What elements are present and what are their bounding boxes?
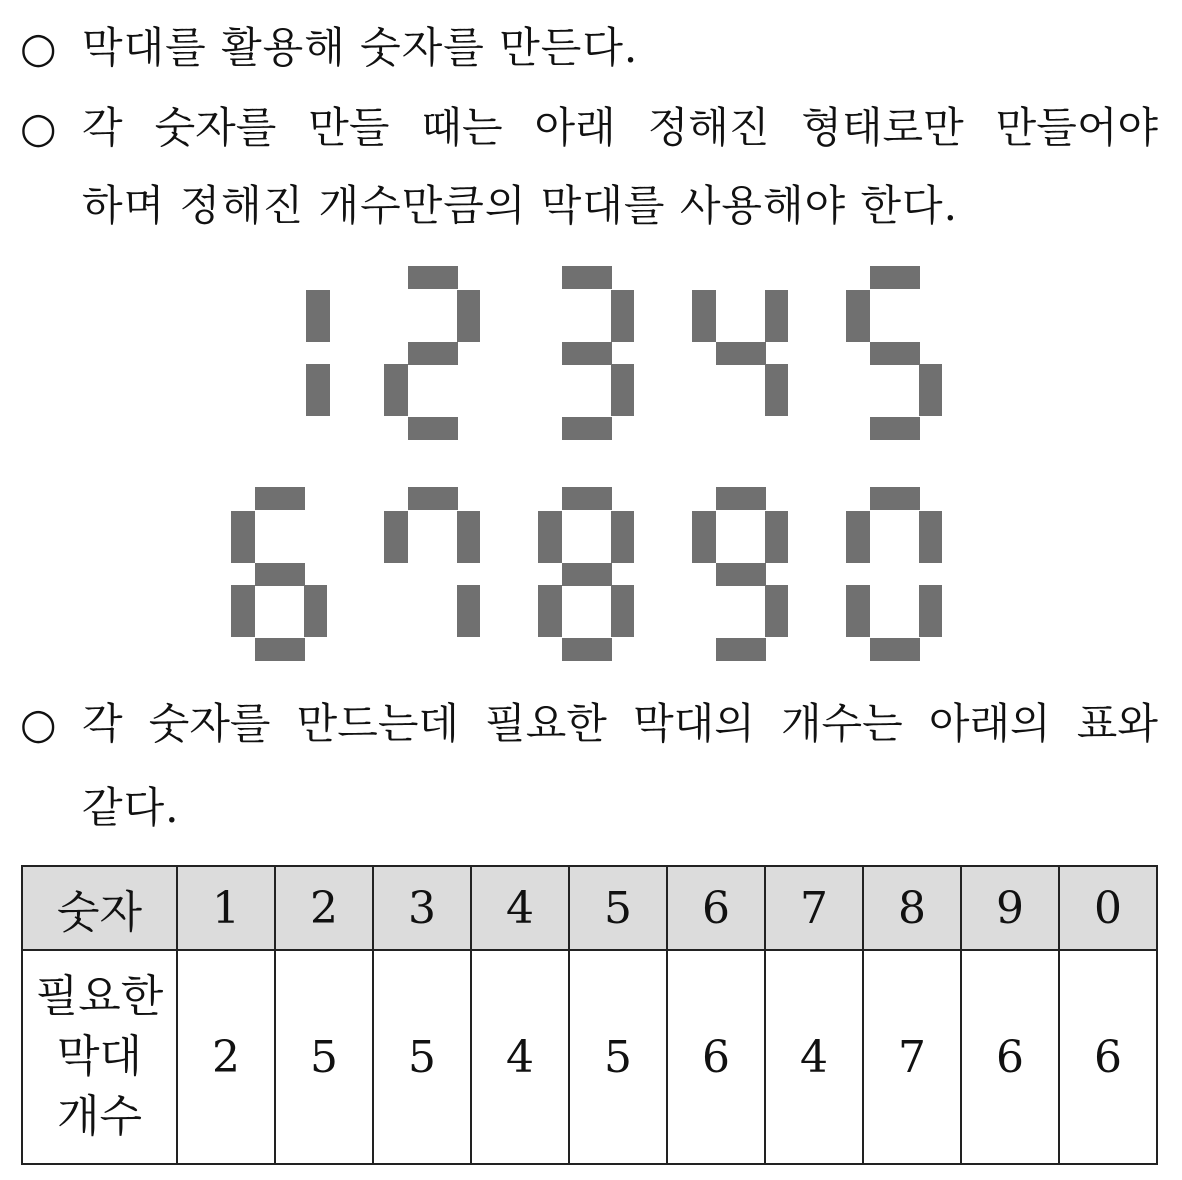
digit-cell: 0 xyxy=(1059,866,1157,950)
rule-3-line-2: 같다. xyxy=(82,783,180,832)
bar-segment xyxy=(716,487,766,510)
bar-digit-7 xyxy=(384,487,480,637)
row-label-line: 필요한 xyxy=(35,971,164,1022)
table-header-row xyxy=(22,866,1157,950)
bar-segment xyxy=(457,290,480,342)
digit-cell: 3 xyxy=(373,866,471,950)
bar-segment xyxy=(870,487,920,510)
bar-segment xyxy=(408,266,458,289)
word: 아래 xyxy=(534,103,616,152)
bar-segment xyxy=(870,266,920,289)
word: 때는 xyxy=(421,103,503,152)
bar-digit-2 xyxy=(384,266,480,440)
bar-digit-1 xyxy=(306,290,330,416)
bar-digit-0 xyxy=(846,487,942,661)
count-cell: 5 xyxy=(569,950,667,1164)
bar-segment xyxy=(538,585,562,637)
bar-segment xyxy=(716,342,766,365)
digit-cell: 8 xyxy=(863,866,961,950)
bar-segment xyxy=(304,585,327,637)
rule-3-bullet-line xyxy=(20,700,82,748)
word: 형태로만 xyxy=(801,103,964,152)
bar-segment xyxy=(384,511,408,563)
bar-segment xyxy=(457,511,480,563)
table-count-row xyxy=(22,950,1157,1164)
bar-segment xyxy=(692,511,716,563)
bar-segment xyxy=(611,364,634,416)
row-label-line: 막대 xyxy=(56,1031,142,1082)
word: 개수는 xyxy=(780,699,903,748)
row-label-cell xyxy=(22,950,177,1164)
digit-cell: 4 xyxy=(471,866,569,950)
bar-segment xyxy=(562,266,612,289)
word: 막대의 xyxy=(633,699,755,748)
bar-digit-9 xyxy=(692,487,788,661)
count-cell: 4 xyxy=(471,950,569,1164)
bar-segment xyxy=(255,487,305,510)
rule-2-line-2: 하며 정해진 개수만큼의 막대를 사용해야 한다. xyxy=(82,181,958,230)
rule-1-text: 막대를 활용해 숫자를 만든다. xyxy=(82,23,639,72)
bar-segment xyxy=(919,364,942,416)
bar-segment xyxy=(765,364,788,416)
rule-3-line-1 xyxy=(82,700,1158,748)
bar-segment xyxy=(408,417,458,440)
bar-segment xyxy=(255,563,305,586)
bar-segment xyxy=(457,585,480,637)
header-label-cell: 숫자 xyxy=(22,866,177,950)
bar-digit-3 xyxy=(562,266,634,440)
word: 정해진 xyxy=(647,103,770,152)
digit-cell: 5 xyxy=(569,866,667,950)
bar-digit-8 xyxy=(538,487,634,661)
bar-segment xyxy=(562,417,612,440)
bar-segment xyxy=(562,342,612,365)
digit-cell: 6 xyxy=(667,866,765,950)
bar-segment xyxy=(716,563,766,586)
count-cell: 6 xyxy=(1059,950,1157,1164)
bar-segment xyxy=(870,638,920,661)
word: 숫자를 xyxy=(154,103,277,152)
row-label-line: 개수 xyxy=(56,1091,142,1142)
bar-segment xyxy=(846,290,870,342)
word: 만들어야 xyxy=(995,103,1158,152)
bar-segment xyxy=(846,511,870,563)
bar-segment xyxy=(611,585,634,637)
bar-segment xyxy=(562,487,612,510)
count-cell: 5 xyxy=(373,950,471,1164)
count-cell: 4 xyxy=(765,950,863,1164)
word: 각 xyxy=(82,103,123,152)
bar-segment xyxy=(231,511,255,563)
bar-segment xyxy=(765,290,788,342)
bar-segment xyxy=(716,638,766,661)
count-cell: 5 xyxy=(275,950,373,1164)
bar-segment xyxy=(765,585,788,637)
bar-segment xyxy=(384,364,408,416)
bar-digit-6 xyxy=(231,487,327,661)
bar-segment xyxy=(919,511,942,563)
word: 필요한 xyxy=(485,699,607,748)
bar-segment xyxy=(611,290,634,342)
bar-segment xyxy=(611,511,634,563)
digit-cell: 2 xyxy=(275,866,373,950)
bar-segment xyxy=(306,364,330,416)
bar-segment xyxy=(306,290,330,342)
word: 표와 xyxy=(1076,699,1158,748)
bullet-circle: ○ xyxy=(20,23,58,72)
digit-cell: 7 xyxy=(765,866,863,950)
bullet-circle: ○ xyxy=(20,103,58,152)
bar-segment xyxy=(870,417,920,440)
count-cell: 6 xyxy=(961,950,1059,1164)
bar-segment xyxy=(919,585,942,637)
bar-segment xyxy=(255,638,305,661)
bar-digit-5 xyxy=(846,266,942,440)
bar-segment xyxy=(765,511,788,563)
bar-segment xyxy=(692,290,716,342)
bar-segment xyxy=(408,487,458,510)
word: 만드는데 xyxy=(296,699,459,748)
digit-cell: 1 xyxy=(177,866,275,950)
count-cell: 2 xyxy=(177,950,275,1164)
bar-segment xyxy=(562,563,612,586)
word: 각 xyxy=(82,699,123,748)
bar-segment xyxy=(870,342,920,365)
bar-segment xyxy=(408,342,458,365)
bar-digit-4 xyxy=(692,290,788,416)
bar-segment xyxy=(846,585,870,637)
bar-count-table xyxy=(21,865,1158,1165)
bar-segment xyxy=(231,585,255,637)
word: 아래의 xyxy=(928,699,1051,748)
bullet-circle: ○ xyxy=(20,699,58,748)
count-cell: 6 xyxy=(667,950,765,1164)
bar-segment xyxy=(562,638,612,661)
word: 숫자를 xyxy=(148,699,271,748)
digit-cell: 9 xyxy=(961,866,1059,950)
word: 만들 xyxy=(308,103,390,152)
count-cell: 7 xyxy=(863,950,961,1164)
bar-segment xyxy=(538,511,562,563)
